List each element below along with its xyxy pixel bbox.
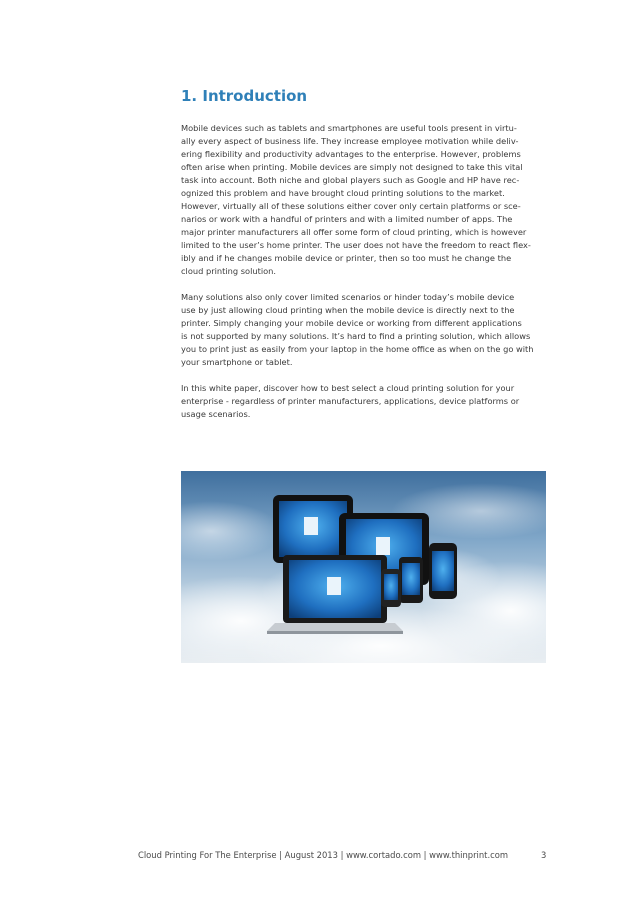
text-line: However, virtually all of these solutions either cover only certain platforms or sce- [181, 201, 521, 211]
text-line: task into account. Both niche and global players such as Google and HP have rec- [181, 175, 520, 185]
text-line: narios or work with a handful of printers and with a limited number of apps. The [181, 214, 513, 224]
body-text [181, 122, 556, 434]
text-line: Mobile devices such as tablets and smartphones are useful tools present in virtu- [181, 123, 517, 133]
text-line: Many solutions also only cover limited scenarios or hinder today’s mobile device [181, 292, 515, 302]
text-line: cloud printing solution. [181, 266, 277, 276]
paragraph-intro [181, 122, 556, 278]
text-line: ering flexibility and productivity advantages to the enterprise. However, problems [181, 149, 521, 159]
phone-large [429, 543, 457, 599]
text-line: often arise when printing. Mobile devices are simply not designed to take this vital [181, 162, 523, 172]
text-line: In this white paper, discover how to best select a cloud printing solution for your [181, 383, 515, 393]
devices-in-clouds-image [181, 471, 546, 663]
phone-small [381, 569, 401, 607]
text-line: is not supported by many solutions. It’s hard to find a printing solution, which allows [181, 331, 531, 341]
paragraph-whitepaper [181, 382, 556, 421]
page-number: 3 [541, 850, 547, 860]
section-heading: 1. Introduction [181, 87, 308, 105]
text-line: major printer manufacturers all offer some form of cloud printing, which is however [181, 227, 527, 237]
phone-medium [399, 557, 423, 603]
text-line: use by just allowing cloud printing when the mobile device is directly next to the [181, 305, 515, 315]
text-line: limited to the user’s home printer. The user does not have the freedom to react flex- [181, 240, 531, 250]
text-line: enterprise - regardless of printer manufacturers, applications, device platforms or [181, 396, 520, 406]
text-line: ibly and if he changes mobile device or printer, then so too must he change the [181, 253, 512, 263]
text-line: ally every aspect of business life. They increase employee motivation while deliv- [181, 136, 519, 146]
footer-text: Cloud Printing For The Enterprise | August 2013 | www.cortado.com | www.thinprint.com [138, 850, 509, 860]
text-line: usage scenarios. [181, 409, 251, 419]
paragraph-scenarios [181, 291, 556, 369]
text-line: printer. Simply changing your mobile device or working from different applications [181, 318, 522, 328]
text-line: you to print just as easily from your laptop in the home office as when on the go with [181, 344, 534, 354]
text-line: your smartphone or tablet. [181, 357, 293, 367]
text-line: ognized this problem and have brought cloud printing solutions to the market. [181, 188, 505, 198]
